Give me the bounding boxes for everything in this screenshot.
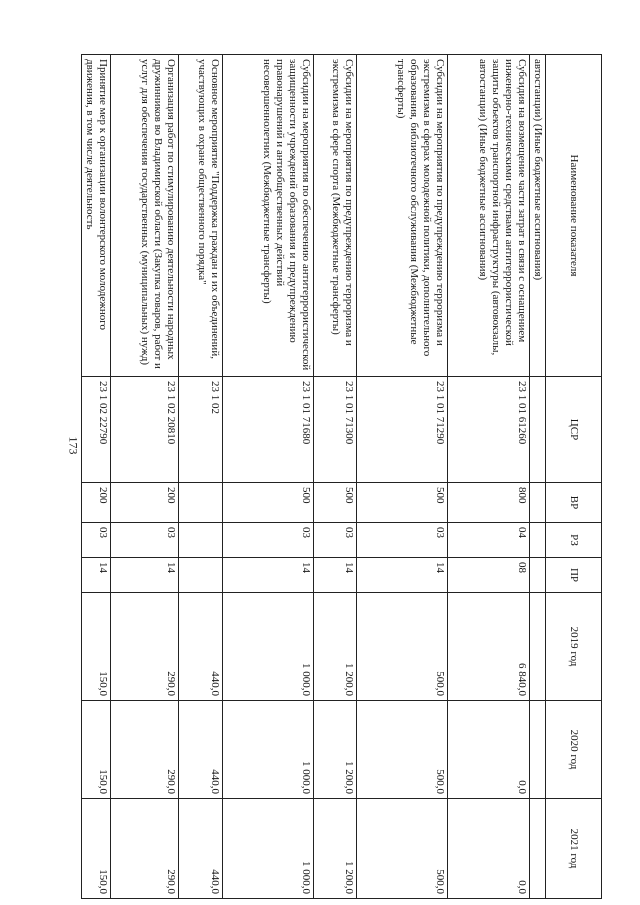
- row-pr: 14: [357, 558, 448, 593]
- row-2020: 440,0: [179, 701, 223, 799]
- row-2021: [530, 799, 546, 899]
- row-2019: 6 840,0: [448, 593, 530, 701]
- row-rz: 03: [82, 523, 111, 558]
- row-name: Субсидии на мероприятия по предупреждению терроризма и экстремизма в сферах молодежной политики, дополнительного образования, библиотечного обслуживания (Межбюджетные трансферты): [357, 55, 448, 377]
- row-2019: 1 200,0: [314, 593, 357, 701]
- row-vr: [179, 483, 223, 523]
- row-csr: 23 1 01 71680: [223, 377, 314, 483]
- row-2020: 290,0: [111, 701, 179, 799]
- row-csr: 23 1 02: [179, 377, 223, 483]
- table-header-row: [546, 55, 602, 899]
- table-row: [179, 55, 223, 899]
- row-2021: 500,0: [357, 799, 448, 899]
- row-pr: 14: [314, 558, 357, 593]
- table-row: [357, 55, 448, 899]
- row-2020: 1 200,0: [314, 701, 357, 799]
- row-csr: 23 1 01 61260: [448, 377, 530, 483]
- header-2020: 2020 год: [546, 701, 602, 799]
- row-2020: 0,0: [448, 701, 530, 799]
- row-name: Субсидия на возмещение части затрат в связи с оснащением инженерно-техническими средствами антитеррористической защиты объектов транспортной инфраструктуры (автовокзалы, автостанции) (Иные бюджетные ассигнования): [448, 55, 530, 377]
- row-2019: 290,0: [111, 593, 179, 701]
- row-2020: 500,0: [357, 701, 448, 799]
- header-vr: ВР: [546, 483, 602, 523]
- header-name: Наименование показателя: [546, 55, 602, 377]
- header-csr: ЦСР: [546, 377, 602, 483]
- row-vr: 800: [448, 483, 530, 523]
- row-name: Основное мероприятие "Поддержка граждан и их объединений, участвующих в охране общественного порядка": [179, 55, 223, 377]
- row-2021: 1 200,0: [314, 799, 357, 899]
- row-name: Принятие мер к организации волонтерского молодежного движения, в том числе деятельность: [82, 55, 111, 377]
- row-vr: 200: [111, 483, 179, 523]
- header-2019: 2019 год: [546, 593, 602, 701]
- row-pr: [179, 558, 223, 593]
- row-pr: 08: [448, 558, 530, 593]
- row-pr: [530, 558, 546, 593]
- header-pr: ПР: [546, 558, 602, 593]
- row-rz: 03: [357, 523, 448, 558]
- header-rz: РЗ: [546, 523, 602, 558]
- row-2019: 1 000,0: [223, 593, 314, 701]
- row-rz: [530, 523, 546, 558]
- row-csr: [530, 377, 546, 483]
- row-rz: 04: [448, 523, 530, 558]
- row-vr: 500: [314, 483, 357, 523]
- table-row: [111, 55, 179, 899]
- row-2020: [530, 701, 546, 799]
- table-row: [530, 55, 546, 899]
- row-rz: [179, 523, 223, 558]
- row-2021: 440,0: [179, 799, 223, 899]
- row-rz: 03: [111, 523, 179, 558]
- page-number: 173: [66, 436, 81, 455]
- table-row: [82, 55, 111, 899]
- row-csr: 23 1 02 22790: [82, 377, 111, 483]
- row-vr: 500: [357, 483, 448, 523]
- row-2021: 150,0: [82, 799, 111, 899]
- row-vr: 200: [82, 483, 111, 523]
- row-vr: 500: [223, 483, 314, 523]
- row-2019: 150,0: [82, 593, 111, 701]
- row-2020: 150,0: [82, 701, 111, 799]
- row-2019: 500,0: [357, 593, 448, 701]
- row-name: Организация работ по стимулированию деятельности народных дружинников во Владимирской области (Закупка товаров, работ и услуг для обеспечения государственных (муниципальных) нужд): [111, 55, 179, 377]
- row-pr: 14: [82, 558, 111, 593]
- row-rz: 03: [314, 523, 357, 558]
- row-name: Субсидии на мероприятия по обеспечению антитеррористической защищенности учреждений образования и предупреждению правонарушений и антиобщественных действий несовершеннолетних (Межбюджетные трансферты): [223, 55, 314, 377]
- row-2020: 1 000,0: [223, 701, 314, 799]
- row-csr: 23 1 01 71300: [314, 377, 357, 483]
- row-csr: 23 1 01 71290: [357, 377, 448, 483]
- row-pr: 14: [223, 558, 314, 593]
- table-row: [448, 55, 530, 899]
- row-vr: [530, 483, 546, 523]
- row-name: Субсидии на мероприятия по предупреждению терроризма и экстремизма в сфере спорта (Межбюджетные трансферты): [314, 55, 357, 377]
- table-row: [223, 55, 314, 899]
- row-rz: 03: [223, 523, 314, 558]
- budget-table: [81, 54, 602, 899]
- row-name: автостанции) (Иные бюджетные ассигнования): [530, 55, 546, 377]
- table-row: [314, 55, 357, 899]
- row-pr: 14: [111, 558, 179, 593]
- rotated-page-area: [84, 54, 602, 898]
- row-2021: 290,0: [111, 799, 179, 899]
- row-2021: 1 000,0: [223, 799, 314, 899]
- row-2021: 0,0: [448, 799, 530, 899]
- row-2019: [530, 593, 546, 701]
- row-2019: 440,0: [179, 593, 223, 701]
- row-csr: 23 1 02 20810: [111, 377, 179, 483]
- header-2021: 2021 год: [546, 799, 602, 899]
